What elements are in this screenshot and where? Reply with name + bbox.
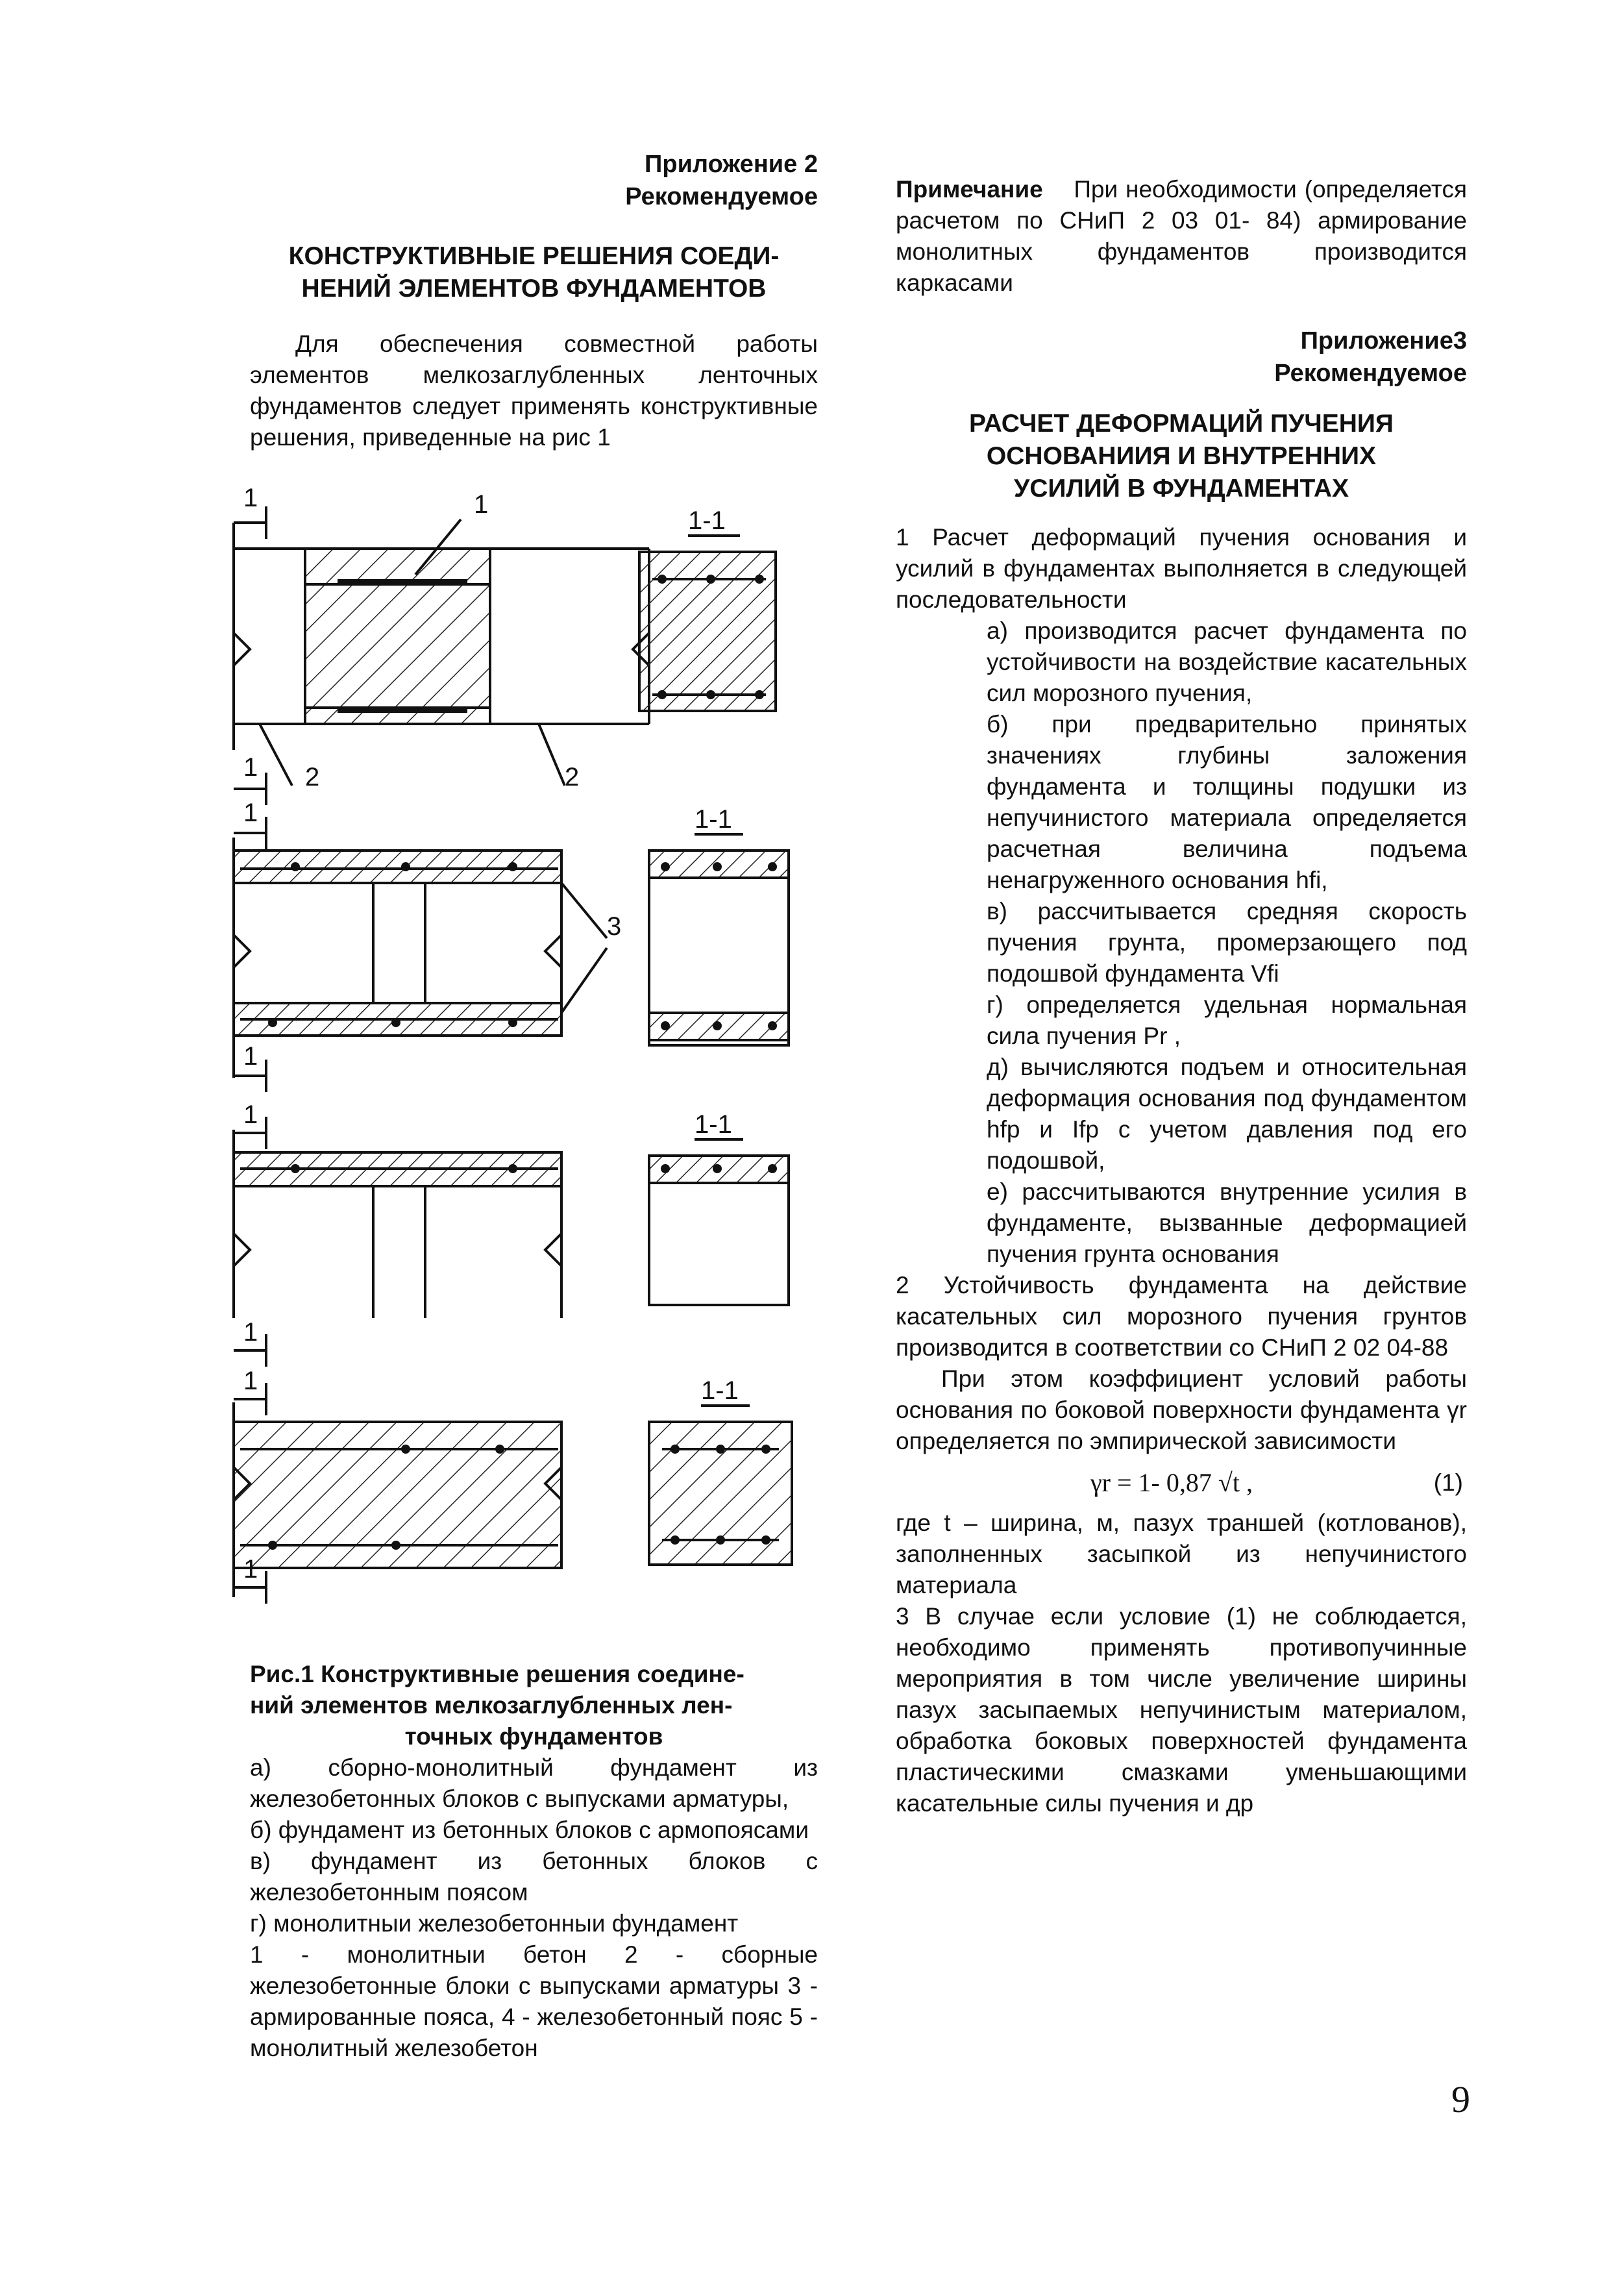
- paragraph-5: 3 В случае если условие (1) не соблюдается, необходимо применять противопучинные мероприятия в том числе увеличение ширины пазух засыпаемых непучинистым материалом, обработка боковых поверхностей фундамента пластическими смазками уменьшающими касательные силы пучения и др: [896, 1603, 1467, 1817]
- formula-1: γr = 1- 0,87 √t ,: [1090, 1468, 1253, 1497]
- callout-1: 1: [474, 490, 489, 519]
- step-g: г) определяется удельная нормальная сила пучения Pr ,: [987, 991, 1467, 1049]
- caption-legend: 1 - монолитныи бетон 2 - сборные железобетонные блоки с выпусками арматуры 3 - армированные пояса, 4 - железобетонный пояс 5 - монолитный железобетон: [250, 1941, 818, 2061]
- section-label-c: 1-1: [695, 1110, 732, 1139]
- right-column: [896, 174, 1467, 1819]
- figure-d-plan: [234, 1383, 561, 1604]
- page-number: 9: [1451, 2078, 1470, 2120]
- appendix-2-title-line1: КОНСТРУКТИВНЫЕ РЕШЕНИЯ СОЕДИ-: [288, 242, 780, 270]
- section-label-a: 1-1: [688, 506, 726, 535]
- figure-c-section: [649, 1139, 789, 1305]
- appendix-2-label: Приложение 2: [645, 151, 818, 178]
- step-b: б) при предварительно принятых значениях глубины заложения фундамента и толщины подушки из непучинистого материала определяется расчетная величина подъема ненагруженного основания hfi,: [987, 711, 1467, 893]
- appendix-3-type: Рекомендуемое: [1274, 360, 1467, 387]
- cut-label-b-top: 1: [243, 799, 258, 827]
- callout-3: 3: [607, 912, 622, 941]
- paragraph-3: При этом коэффициент условий работы основания по боковой поверхности фундамента γr определяется по эмпирической зависимости: [896, 1365, 1467, 1454]
- note-text: При необходимости (определяется расчетом по СНиП 2 03 01- 84) армирование монолитных фундаментов производится каркасами: [896, 176, 1467, 296]
- cut-label-d-top: 1: [243, 1367, 258, 1395]
- cut-label-c-top: 1: [243, 1100, 258, 1129]
- figure-a-section: [639, 536, 776, 711]
- figure-a-plan: [234, 506, 649, 805]
- appendix-3-label: Приложение3: [1300, 327, 1467, 354]
- caption-item-g: г) монолитныи железобетонныи фундамент: [250, 1910, 739, 1937]
- cut-label-b-bottom: 1: [243, 1042, 258, 1071]
- appendix-2-intro: Для обеспечения совместной работы элементов мелкозаглубленных ленточных фундаментов следует применять конструктивные решения, приведенные на рис 1: [250, 330, 818, 451]
- section-label-d: 1-1: [701, 1376, 739, 1405]
- section-label-b: 1-1: [695, 805, 732, 834]
- appendix-3-title-line2: ОСНОВАНИИЯ И ВНУТРЕННИХ: [986, 442, 1377, 470]
- caption-title-line2: ний элементов мелкозаглубленных лен-: [250, 1692, 733, 1719]
- figure-caption: [250, 1659, 818, 2064]
- appendix-3-title-line3: УСИЛИЙ В ФУНДАМЕНТАХ: [1013, 475, 1349, 503]
- step-v: в) рассчитывается средняя скорость пучения грунта, промерзающего под подошвой фундамента Vfi: [987, 898, 1467, 987]
- paragraph-2: 2 Устойчивость фундамента на действие касательных сил морозного пучения грунтов производится в соответствии со СНиП 2 02 04-88: [896, 1272, 1467, 1361]
- cut-label-a-top: 1: [243, 484, 258, 512]
- cut-label-d-bottom: 1: [243, 1555, 258, 1584]
- step-d: д) вычисляются подъем и относительная деформация основания под фундаментом hfp и Ifp с учетом давления под его подошвой,: [987, 1054, 1467, 1174]
- step-e: е) рассчитываются внутренние усилия в фундаменте, вызванные деформацией пучения грунта основания: [987, 1178, 1467, 1267]
- cut-label-a-bottom: 1: [243, 753, 258, 782]
- caption-title-line1: Рис.1 Конструктивные решения соедине-: [250, 1661, 744, 1687]
- paragraph-4: где t – ширина, м, пазух траншей (котлованов), заполненных засыпкой из непучинистого материала: [896, 1510, 1467, 1598]
- appendix-2-title-line2: НЕНИЙ ЭЛЕМЕНТОВ ФУНДАМЕНТОВ: [301, 275, 767, 303]
- callout-2-right: 2: [565, 763, 580, 791]
- figure-b-plan: [234, 817, 607, 1092]
- note-paragraph: [896, 174, 1467, 299]
- appendix-2-type: Рекомендуемое: [625, 183, 818, 210]
- caption-title-line3: точных фундаментов: [404, 1723, 663, 1750]
- note-label: Примечание: [896, 176, 1043, 203]
- formula-number: (1): [1433, 1469, 1463, 1496]
- cut-label-c-bottom: 1: [243, 1318, 258, 1347]
- caption-item-a: а) сборно-монолитный фундамент из железобетонных блоков с выпусками арматуры,: [250, 1754, 818, 1812]
- paragraph-1: 1 Расчет деформаций пучения основания и усилий в фундаментах выполняется в следующей последовательности: [896, 524, 1467, 613]
- formula-row: [896, 1467, 1467, 1498]
- appendix-3-title-line1: РАСЧЕТ ДЕФОРМАЦИЙ ПУЧЕНИЯ: [969, 410, 1394, 438]
- figure-c-plan: [234, 1117, 561, 1367]
- caption-item-b: б) фундамент из бетонных блоков с армопоясами: [250, 1817, 809, 1843]
- caption-item-v: в) фундамент из бетонных блоков с железобетонным поясом: [250, 1848, 818, 1906]
- step-a: а) производится расчет фундамента по устойчивости на воздействие касательных сил морозного пучения,: [987, 617, 1467, 706]
- callout-2-left: 2: [305, 763, 320, 791]
